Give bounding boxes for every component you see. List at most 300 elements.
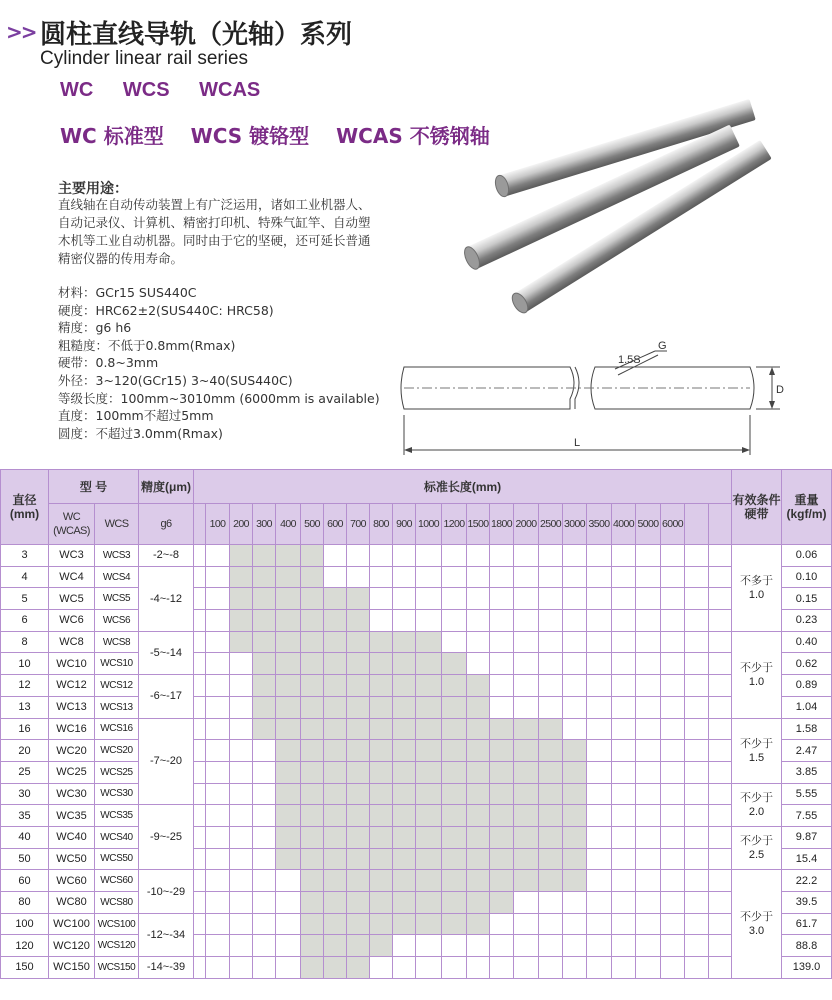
length-cell — [490, 826, 514, 848]
wcs-model-cell: WCS10 — [95, 653, 139, 675]
length-cell — [230, 631, 253, 653]
hardened-cell: 不少于 1.0 — [732, 631, 782, 718]
wcs-model-cell: WCS16 — [95, 718, 139, 740]
length-cell — [206, 566, 230, 588]
length-cell — [514, 675, 539, 697]
length-cell — [563, 935, 587, 957]
length-cell — [587, 566, 612, 588]
wc-model-cell: WC40 — [49, 826, 95, 848]
length-cell — [539, 588, 563, 610]
length-cell — [253, 805, 276, 827]
length-cell — [539, 935, 563, 957]
length-cell — [393, 740, 416, 762]
length-cell — [416, 826, 442, 848]
header-model: 型 号 — [49, 470, 139, 504]
wc-model-cell: WC12 — [49, 675, 95, 697]
length-cell — [539, 610, 563, 632]
length-cell — [276, 545, 301, 567]
length-cell — [467, 631, 490, 653]
length-cell — [514, 653, 539, 675]
length-header: 2500 — [539, 504, 563, 545]
wcs-model-cell: WCS30 — [95, 783, 139, 805]
length-cell — [612, 718, 636, 740]
wcs-model-cell: WCS6 — [95, 610, 139, 632]
diameter-cell: 12 — [1, 675, 49, 697]
length-cell — [490, 545, 514, 567]
length-cell — [393, 566, 416, 588]
length-cell — [587, 848, 612, 870]
length-cell — [324, 870, 347, 892]
length-cell — [685, 848, 709, 870]
length-cell — [347, 848, 370, 870]
page-subtitle: Cylinder linear rail series — [40, 48, 249, 69]
length-cell — [685, 913, 709, 935]
length-cell — [230, 848, 253, 870]
length-cell — [685, 740, 709, 762]
length-cell — [442, 566, 467, 588]
header-diameter: 直径 (mm) — [1, 470, 49, 545]
precision-cell: -7~-20 — [139, 718, 194, 805]
length-cell — [612, 588, 636, 610]
length-cell — [612, 631, 636, 653]
length-cell — [563, 805, 587, 827]
wc-model-cell: WC120 — [49, 935, 95, 957]
table-row — [1, 610, 832, 632]
length-cell — [393, 870, 416, 892]
length-cell — [685, 870, 709, 892]
length-cell — [539, 545, 563, 567]
length-cell — [539, 631, 563, 653]
wcs-model-cell: WCS40 — [95, 826, 139, 848]
length-cell — [206, 848, 230, 870]
length-cell — [490, 740, 514, 762]
spacer-cell — [194, 913, 206, 935]
length-cell — [206, 870, 230, 892]
spacer-cell — [194, 957, 206, 979]
length-header: 1200 — [442, 504, 467, 545]
table-row — [1, 870, 832, 892]
length-cell — [370, 653, 393, 675]
length-cell — [587, 718, 612, 740]
table-row — [1, 718, 832, 740]
length-cell — [301, 740, 324, 762]
usage-line: 自动记录仪、计算机、精密打印机、特殊气缸竿、自动塑 — [58, 215, 371, 230]
length-cell — [416, 761, 442, 783]
length-cell — [324, 545, 347, 567]
length-cell — [490, 675, 514, 697]
type-wcs: WCS 镀铬型 — [190, 124, 310, 148]
length-cell — [324, 631, 347, 653]
length-cell — [685, 588, 709, 610]
length-cell — [253, 761, 276, 783]
length-cell — [539, 892, 563, 914]
length-cell — [393, 761, 416, 783]
length-cell — [347, 653, 370, 675]
spacer-cell — [194, 870, 206, 892]
wcs-model-cell: WCS150 — [95, 957, 139, 979]
length-cell — [467, 653, 490, 675]
wc-model-cell: WC8 — [49, 631, 95, 653]
length-cell — [467, 696, 490, 718]
length-cell — [324, 610, 347, 632]
length-cell — [490, 761, 514, 783]
length-cell — [539, 870, 563, 892]
wcs-model-cell: WCS3 — [95, 545, 139, 567]
length-cell — [636, 610, 661, 632]
precision-cell: -10~-29 — [139, 870, 194, 913]
hardened-cell: 不少于 3.0 — [732, 870, 782, 978]
length-cell — [276, 675, 301, 697]
length-cell — [636, 783, 661, 805]
length-cell — [276, 566, 301, 588]
length-cell — [563, 566, 587, 588]
wcs-model-cell: WCS120 — [95, 935, 139, 957]
length-cell — [301, 566, 324, 588]
length-cell — [370, 935, 393, 957]
diameter-cell: 120 — [1, 935, 49, 957]
diameter-cell: 8 — [1, 631, 49, 653]
length-cell — [347, 805, 370, 827]
wcs-model-cell: WCS13 — [95, 696, 139, 718]
length-cell — [709, 610, 732, 632]
length-cell — [514, 935, 539, 957]
length-cell — [324, 675, 347, 697]
length-cell — [539, 740, 563, 762]
length-cell — [253, 935, 276, 957]
usage-line: 木机等工业自动机器。同时由于它的坚硬，还可延长普通 — [58, 233, 371, 248]
length-cell — [370, 675, 393, 697]
length-cell — [563, 675, 587, 697]
length-cell — [514, 848, 539, 870]
spacer-cell — [194, 653, 206, 675]
title-arrows: >> — [6, 20, 36, 44]
length-cell — [636, 566, 661, 588]
length-cell — [347, 935, 370, 957]
length-cell — [393, 588, 416, 610]
length-cell — [442, 761, 467, 783]
length-cell — [206, 761, 230, 783]
weight-cell: 0.10 — [782, 566, 832, 588]
length-cell — [347, 610, 370, 632]
length-header: 3000 — [563, 504, 587, 545]
length-cell — [347, 826, 370, 848]
length-cell — [467, 740, 490, 762]
length-cell — [416, 696, 442, 718]
length-cell — [393, 848, 416, 870]
length-cell — [661, 805, 685, 827]
table-row — [1, 761, 832, 783]
length-cell — [276, 848, 301, 870]
length-cell — [206, 935, 230, 957]
length-cell — [206, 718, 230, 740]
wc-model-cell: WC3 — [49, 545, 95, 567]
label-1-5s: 1.5S — [618, 354, 641, 366]
length-cell — [442, 675, 467, 697]
length-cell — [276, 870, 301, 892]
weight-cell: 3.85 — [782, 761, 832, 783]
spacer-cell — [194, 805, 206, 827]
weight-cell: 0.15 — [782, 588, 832, 610]
length-cell — [685, 826, 709, 848]
length-cell — [324, 783, 347, 805]
wcs-model-cell: WCS50 — [95, 848, 139, 870]
length-header: 700 — [347, 504, 370, 545]
length-cell — [587, 892, 612, 914]
length-cell — [416, 653, 442, 675]
length-cell — [514, 588, 539, 610]
weight-cell: 39.5 — [782, 892, 832, 914]
length-cell — [276, 913, 301, 935]
length-cell — [587, 631, 612, 653]
length-cell — [709, 761, 732, 783]
length-cell — [514, 696, 539, 718]
length-cell — [416, 718, 442, 740]
length-cell — [324, 566, 347, 588]
length-cell — [490, 913, 514, 935]
length-cell — [370, 588, 393, 610]
header-weight: 重量 (kgf/m) — [782, 470, 832, 545]
diameter-cell: 5 — [1, 588, 49, 610]
length-cell — [230, 783, 253, 805]
spec-list — [58, 284, 380, 442]
length-header — [709, 504, 732, 545]
length-cell — [612, 913, 636, 935]
length-cell — [347, 718, 370, 740]
page-title: 圆柱直线导轨（光轴）系列 — [40, 20, 353, 50]
length-cell — [467, 826, 490, 848]
length-cell — [347, 675, 370, 697]
length-cell — [514, 826, 539, 848]
table-row — [1, 783, 832, 805]
table-row — [1, 675, 832, 697]
length-cell — [393, 631, 416, 653]
length-cell — [539, 653, 563, 675]
spec-hardened-band: 硬带：0.8~3mm — [58, 355, 159, 371]
length-cell — [514, 631, 539, 653]
length-cell — [347, 588, 370, 610]
length-cell — [276, 588, 301, 610]
length-cell — [393, 935, 416, 957]
length-cell — [563, 653, 587, 675]
label-g: G — [658, 340, 667, 352]
length-cell — [442, 718, 467, 740]
table-row — [1, 566, 832, 588]
length-cell — [490, 588, 514, 610]
length-cell — [563, 696, 587, 718]
length-cell — [442, 653, 467, 675]
length-cell — [612, 761, 636, 783]
length-cell — [442, 870, 467, 892]
spec-material: 材料：GCr15 SUS440C — [58, 285, 197, 300]
length-cell — [709, 913, 732, 935]
length-cell — [393, 913, 416, 935]
length-cell — [612, 783, 636, 805]
table-row — [1, 913, 832, 935]
length-cell — [514, 870, 539, 892]
length-cell — [490, 848, 514, 870]
table-row — [1, 545, 832, 567]
weight-cell: 15.4 — [782, 848, 832, 870]
length-cell — [442, 588, 467, 610]
precision-cell: -5~-14 — [139, 631, 194, 674]
length-cell — [587, 588, 612, 610]
length-cell — [347, 892, 370, 914]
length-header: 6000 — [661, 504, 685, 545]
usage-line: 精密仪器的传用寿命。 — [58, 251, 184, 266]
table-row — [1, 696, 832, 718]
length-cell — [467, 566, 490, 588]
model-list — [60, 79, 284, 102]
length-cell — [370, 848, 393, 870]
length-cell — [206, 740, 230, 762]
length-cell — [301, 935, 324, 957]
length-header: 3500 — [587, 504, 612, 545]
length-cell — [587, 805, 612, 827]
length-cell — [587, 826, 612, 848]
length-cell — [685, 610, 709, 632]
length-cell — [661, 957, 685, 979]
length-cell — [206, 588, 230, 610]
diameter-cell: 30 — [1, 783, 49, 805]
length-cell — [514, 718, 539, 740]
length-cell — [709, 631, 732, 653]
length-cell — [467, 761, 490, 783]
length-cell — [230, 913, 253, 935]
length-cell — [301, 653, 324, 675]
length-header: 1000 — [416, 504, 442, 545]
type-wc: WC 标准型 — [60, 124, 164, 148]
length-cell — [301, 588, 324, 610]
wcs-model-cell: WCS8 — [95, 631, 139, 653]
length-cell — [587, 783, 612, 805]
weight-cell: 0.62 — [782, 653, 832, 675]
length-cell — [253, 588, 276, 610]
length-cell — [514, 566, 539, 588]
length-cell — [253, 675, 276, 697]
length-cell — [416, 913, 442, 935]
length-cell — [416, 566, 442, 588]
length-cell — [370, 826, 393, 848]
length-cell — [347, 696, 370, 718]
length-cell — [442, 740, 467, 762]
length-cell — [370, 631, 393, 653]
length-cell — [587, 913, 612, 935]
length-cell — [416, 805, 442, 827]
length-cell — [301, 631, 324, 653]
length-cell — [685, 566, 709, 588]
length-cell — [661, 631, 685, 653]
hardened-cell: 不少于 2.5 — [732, 826, 782, 869]
length-cell — [301, 913, 324, 935]
diameter-cell: 80 — [1, 892, 49, 914]
length-cell — [612, 826, 636, 848]
length-cell — [490, 892, 514, 914]
length-cell — [253, 740, 276, 762]
length-cell — [347, 957, 370, 979]
length-cell — [709, 805, 732, 827]
length-cell — [467, 588, 490, 610]
weight-cell: 0.40 — [782, 631, 832, 653]
length-cell — [393, 545, 416, 567]
length-cell — [370, 870, 393, 892]
length-cell — [587, 610, 612, 632]
length-cell — [324, 913, 347, 935]
length-cell — [253, 696, 276, 718]
weight-cell: 139.0 — [782, 957, 832, 979]
wcs-model-cell: WCS60 — [95, 870, 139, 892]
length-cell — [563, 631, 587, 653]
length-cell — [612, 675, 636, 697]
length-cell — [563, 783, 587, 805]
length-cell — [636, 826, 661, 848]
weight-cell: 88.8 — [782, 935, 832, 957]
length-cell — [393, 892, 416, 914]
length-cell — [661, 783, 685, 805]
length-cell — [370, 566, 393, 588]
wc-model-cell: WC30 — [49, 783, 95, 805]
length-cell — [612, 740, 636, 762]
length-cell — [685, 892, 709, 914]
usage-line: 直线轴在自动传动装置上有广泛运用，诸如工业机器人、 — [58, 197, 371, 212]
length-cell — [230, 761, 253, 783]
length-cell — [636, 805, 661, 827]
weight-cell: 1.58 — [782, 718, 832, 740]
length-cell — [230, 935, 253, 957]
length-cell — [276, 610, 301, 632]
header-hardened: 有效条件硬带 — [732, 470, 782, 545]
length-cell — [685, 653, 709, 675]
length-cell — [467, 718, 490, 740]
length-cell — [347, 761, 370, 783]
wc-model-cell: WC6 — [49, 610, 95, 632]
length-cell — [612, 805, 636, 827]
spacer-cell — [194, 610, 206, 632]
length-cell — [709, 675, 732, 697]
length-cell — [276, 718, 301, 740]
length-cell — [276, 935, 301, 957]
length-cell — [685, 675, 709, 697]
length-cell — [347, 631, 370, 653]
length-cell — [612, 870, 636, 892]
length-cell — [490, 696, 514, 718]
length-cell — [563, 718, 587, 740]
length-cell — [206, 653, 230, 675]
length-header: 300 — [253, 504, 276, 545]
length-cell — [539, 718, 563, 740]
length-cell — [301, 848, 324, 870]
header-g6: g6 — [139, 504, 194, 545]
length-cell — [324, 805, 347, 827]
length-cell — [276, 826, 301, 848]
length-cell — [661, 718, 685, 740]
length-cell — [301, 696, 324, 718]
length-cell — [709, 545, 732, 567]
length-cell — [514, 740, 539, 762]
spacer-cell — [194, 848, 206, 870]
length-cell — [393, 718, 416, 740]
length-cell — [416, 545, 442, 567]
length-cell — [685, 631, 709, 653]
length-cell — [563, 588, 587, 610]
length-cell — [612, 892, 636, 914]
length-cell — [563, 848, 587, 870]
spec-length: 等级长度：100mm~3010mm (6000mm is available) — [58, 390, 380, 406]
length-header: 200 — [230, 504, 253, 545]
length-cell — [612, 566, 636, 588]
length-cell — [539, 805, 563, 827]
length-cell — [416, 892, 442, 914]
length-cell — [612, 848, 636, 870]
